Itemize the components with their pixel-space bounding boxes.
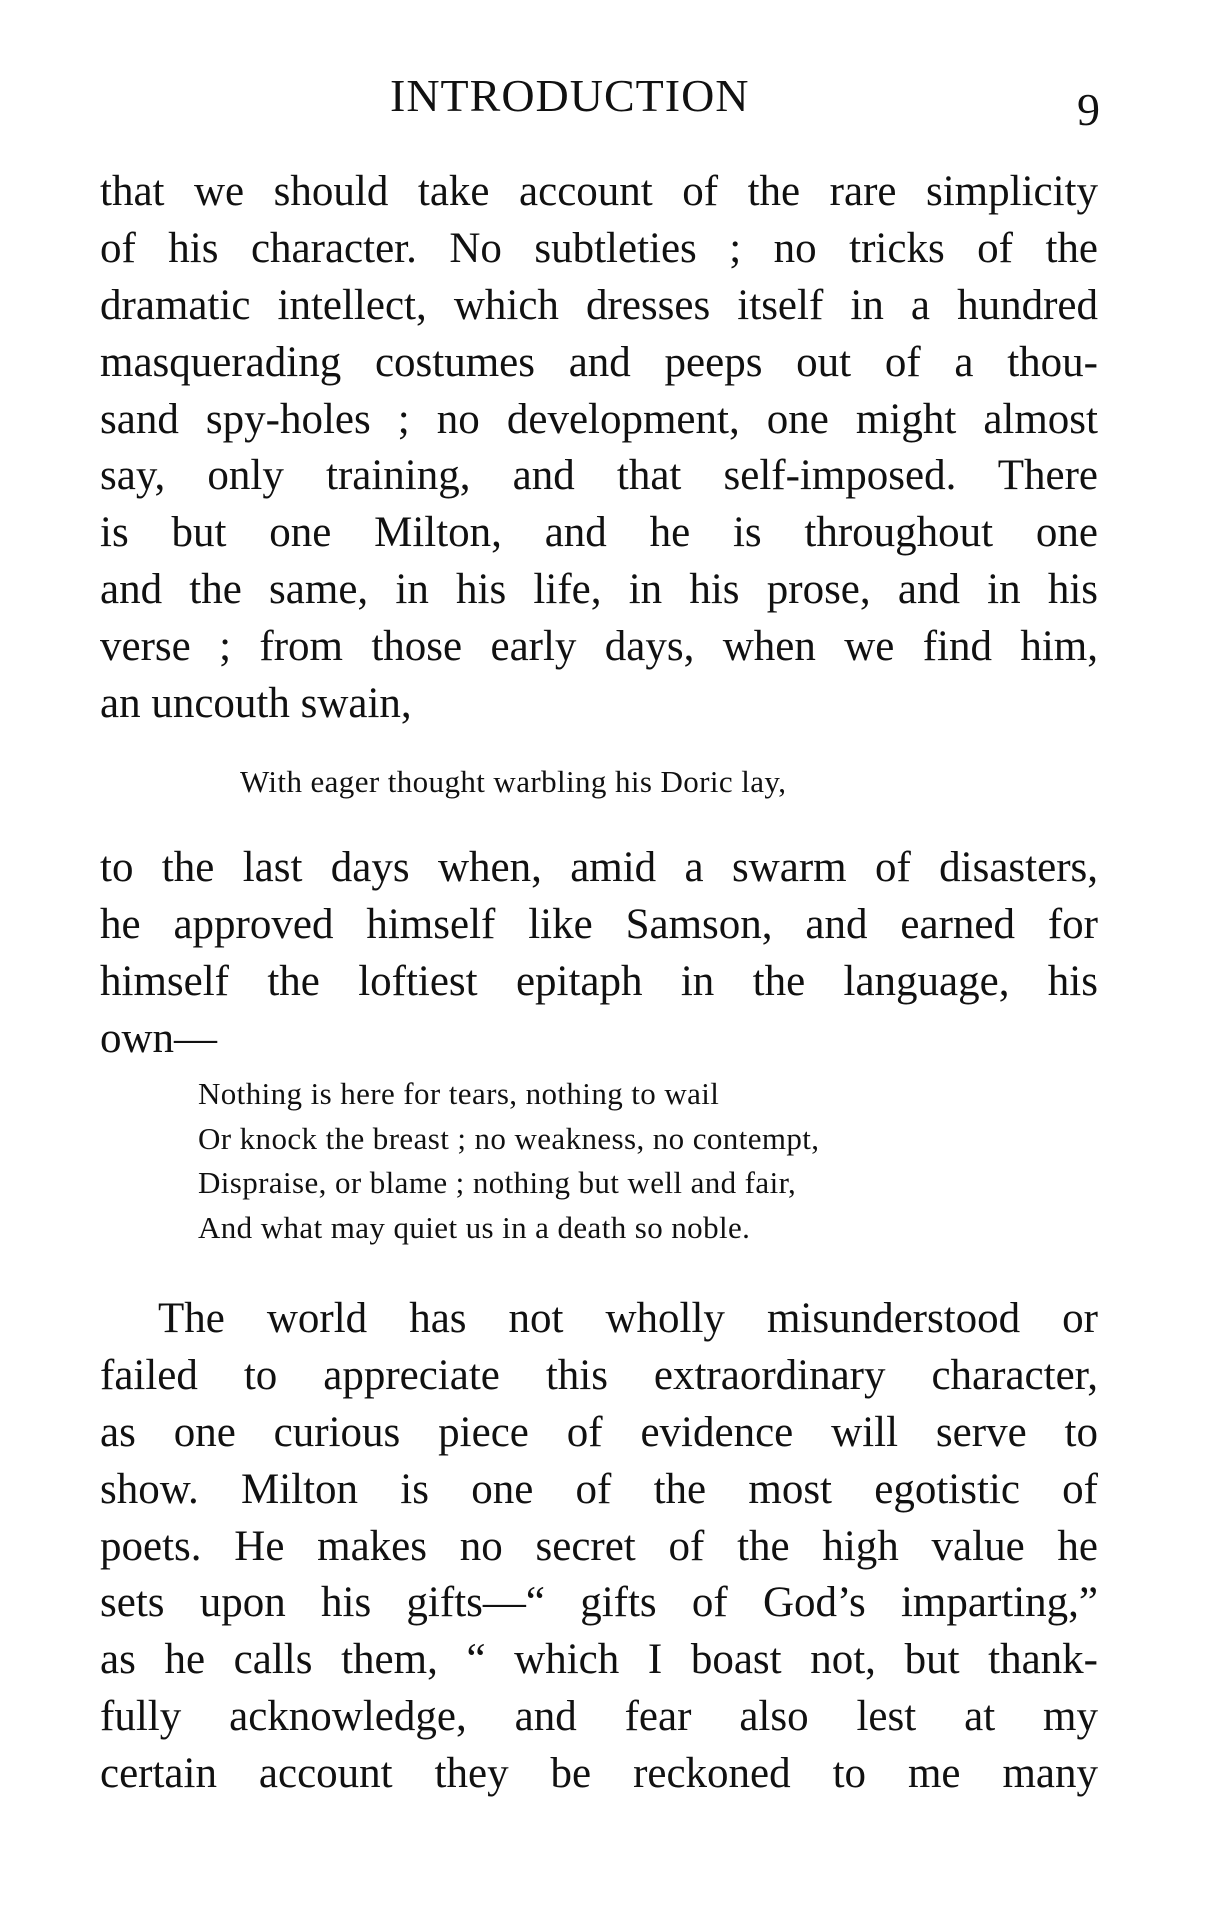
- text-line: failed to appreciate this extraordinary character,: [100, 1351, 1098, 1399]
- text-line: an uncouth swain,: [100, 680, 412, 728]
- text-line: sets upon his gifts—“ gifts of God’s imparting,”: [100, 1579, 1098, 1627]
- text-line: that we should take account of the rare simplicity: [100, 168, 1098, 215]
- verse-line: And what may quiet us in a death so noble.: [198, 1210, 751, 1246]
- text-line: as one curious piece of evidence will serve to: [100, 1408, 1098, 1456]
- text-line: and the same, in his life, in his prose, and in his: [100, 566, 1098, 614]
- text-line: dramatic intellect, which dresses itself in a hundred: [100, 281, 1098, 329]
- text-line: is but one Milton, and he is throughout one: [100, 509, 1098, 557]
- text-line: to the last days when, amid a swarm of disasters,: [100, 844, 1098, 891]
- text-line: masquerading costumes and peeps out of a thou-: [100, 338, 1098, 386]
- verse-line: Dispraise, or blame ; nothing but well and fair,: [198, 1165, 797, 1201]
- running-head-title: INTRODUCTION: [390, 70, 750, 121]
- text-line: verse ; from those early days, when we find him,: [100, 623, 1098, 671]
- text-line: say, only training, and that self-imposed. There: [100, 452, 1098, 500]
- text-line: certain account they be reckoned to me many: [100, 1750, 1098, 1798]
- text-line: sand spy-holes ; no development, one might almost: [100, 395, 1098, 443]
- text-line: fully acknowledge, and fear also lest at my: [100, 1693, 1098, 1741]
- verse-line: Or knock the breast ; no weakness, no contempt,: [198, 1120, 820, 1156]
- text-line: poets. He makes no secret of the high value he: [100, 1522, 1098, 1570]
- text-line: himself the loftiest epitaph in the language, his: [100, 957, 1098, 1005]
- paragraph-2: [100, 840, 1098, 1068]
- running-head: [100, 66, 1100, 136]
- text-line: show. Milton is one of the most egotistic of: [100, 1465, 1098, 1513]
- text-line: of his character. No subtleties ; no tricks of the: [100, 224, 1098, 272]
- page-number: 9: [1077, 84, 1100, 135]
- text-line: as he calls them, “ which I boast not, but thank-: [100, 1636, 1098, 1684]
- verse-line: With eager thought warbling his Doric lay,: [240, 764, 787, 799]
- verse-quote-1: [240, 760, 786, 805]
- paragraph-3: [100, 1291, 1098, 1803]
- verse-quote-2: [198, 1072, 819, 1251]
- text-line: he approved himself like Samson, and earned for: [100, 900, 1098, 948]
- verse-line: Nothing is here for tears, nothing to wail: [198, 1076, 720, 1111]
- text-line: The world has not wholly misunderstood or: [158, 1295, 1098, 1342]
- text-line: own—: [100, 1014, 218, 1062]
- paragraph-1: [100, 164, 1098, 733]
